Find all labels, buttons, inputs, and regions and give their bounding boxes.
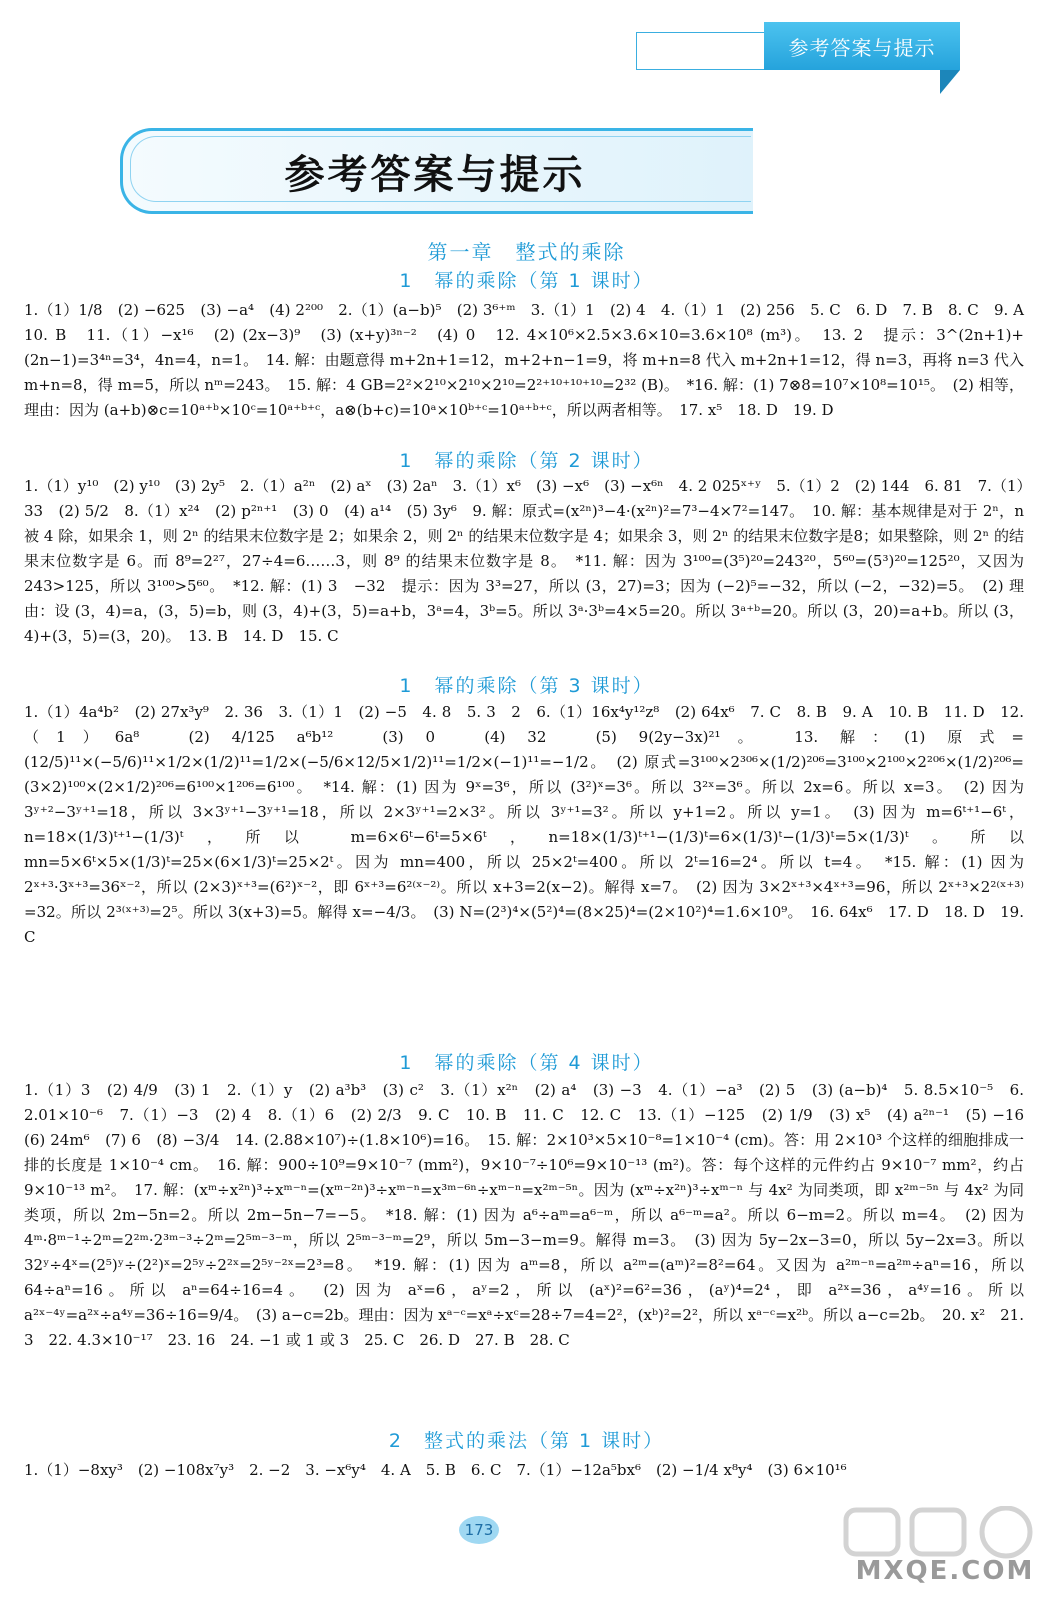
answer-paragraph: 1.（1）y¹⁰ (2) y¹⁰ (3) 2y⁵ 2.（1）a²ⁿ (2) aˣ (3) 2aⁿ 3.（1）x⁶ (3) −x⁶ (3) −x⁶ⁿ 4. 2 025ˣ⁺ʸ 5.（1）2 (2) 144 6. 81 7.（1）33 (2) 5/2 8.（1）x²⁴ (2) p²ⁿ⁺¹ (3) 0 (4) a¹⁴ (5) 3y⁶ 9. 解：原式=(x²ⁿ)³−4·(x²ⁿ)²=7³−4×7²=147。 10. 解：基本规律是对于 2ⁿ，n 被 4 除，如果余 1，则 2ⁿ 的结果末位数字是 2；如果余 2，则 2ⁿ 的结果末位数字是 4；如果余 3，则 2ⁿ 的结果末位数字是8；如果整除，则 2ⁿ 的结果末位数字是 6。而 8⁹=2²⁷，27÷4=6……3，则 8⁹ 的结果末位数字是 8。 *11. 解：因为 3¹⁰⁰=(3⁵)²⁰=243²⁰，5⁶⁰=(5³)²⁰=125²⁰，又因为 243>125，所以 3¹⁰⁰>5⁶⁰。 *12. 解：(1) 3 −32 提示：因为 3³=27，所以 (3，27)=3；因为 (−2)⁵=−32，所以 (−2，−32)=5。 (2) 理由：设 (3，4)=a，(3，5)=b，则 (3，4)+(3，5)=a+b，3ᵃ=4，3ᵇ=5。所以 3ᵃ·3ᵇ=4×5=20。所以 3ᵃ⁺ᵇ=20。所以 (3，20)=a+b。所以 (3，4)+(3，5)=(3，20)。 13. B 14. D 15. C	[24, 477, 1024, 645]
page-number: 173	[459, 1516, 499, 1544]
answer-paragraph: 1.（1）4a⁴b² (2) 27x³y⁹ 2. 36 3.（1）1 (2) −5 4. 8 5. 3 2 6.（1）16x⁴y¹²z⁸ (2) 64x⁶ 7. C 8. B 9. A 10. B 11. D 12.（1）6a⁸ (2) 4/125 a⁶b¹² (3) 0 (4) 32 (5) 9(2y−3x)²¹。 13. 解：(1) 原式=(12/5)¹¹×(−5/6)¹¹×1/2×(1/2)¹¹=1/2×(−5/6×12/5×1/2)¹¹=1/2×(−1)¹¹=−1/2。 (2) 原式=3¹⁰⁰×2³⁰⁶×(1/2)²⁰⁶=3¹⁰⁰×2¹⁰⁰×2²⁰⁶×(1/2)²⁰⁶=(3×2)¹⁰⁰×(2×1/2)²⁰⁶=6¹⁰⁰×1²⁰⁶=6¹⁰⁰。 *14. 解：(1) 因为 9ˣ=3⁶，所以 (3²)ˣ=3⁶。所以 3²ˣ=3⁶。所以 2x=6。所以 x=3。 (2) 因为 3ʸ⁺²−3ʸ⁺¹=18，所以 3×3ʸ⁺¹−3ʸ⁺¹=18，所以 2×3ʸ⁺¹=2×3²。所以 3ʸ⁺¹=3²。所以 y+1=2。所以 y=1。 (3) 因为 m=6ᵗ⁺¹−6ᵗ，n=18×(1/3)ᵗ⁺¹−(1/3)ᵗ，所以 m=6×6ᵗ−6ᵗ=5×6ᵗ，n=18×(1/3)ᵗ⁺¹−(1/3)ᵗ=6×(1/3)ᵗ−(1/3)ᵗ=5×(1/3)ᵗ。所以 mn=5×6ᵗ×5×(1/3)ᵗ=25×(6×1/3)ᵗ=25×2ᵗ。因为 mn=400，所以 25×2ᵗ=400。所以 2ᵗ=16=2⁴。所以 t=4。 *15. 解：(1) 因为 2ˣ⁺³·3ˣ⁺³=36ˣ⁻²，所以 (2×3)ˣ⁺³=(6²)ˣ⁻²，即 6ˣ⁺³=6²⁽ˣ⁻²⁾。所以 x+3=2(x−2)。解得 x=7。 (2) 因为 3×2ˣ⁺³×4ˣ⁺³=96，所以 2ˣ⁺³×2²⁽ˣ⁺³⁾=32。所以 2³⁽ˣ⁺³⁾=2⁵。所以 3(x+3)=5。解得 x=−4/3。 (3) N=(2³)⁴×(5²)⁴=(8×25)⁴=(2×10²)⁴=1.6×10⁹。 16. 64x⁶ 17. D 18. D 19. C	[24, 703, 1024, 946]
section-heading: 2 整式的乘法（第 1 课时）	[388, 1430, 665, 1452]
watermark-text: MXQE.COM	[855, 1556, 1035, 1586]
answer-paragraph: 1.（1）1/8 (2) −625 (3) −a⁴ (4) 2²⁰⁰ 2.（1）(a−b)⁵ (2) 3⁶⁺ᵐ 3.（1）1 (2) 4 4.（1）1 (2) 256 5. C 6. D 7. B 8. C 9. A 10. B 11.（1）−x¹⁶ (2) (2x−3)⁹ (3) (x+y)³ⁿ⁻² (4) 0 12. 4×10⁶×2.5×3.6×10=3.6×10⁸ (m³)。 13. 2 提示：3^(2n+1)+(2n−1)=3⁴ⁿ=3⁴，4n=4，n=1。 14. 解：由题意得 m+2n+1=12，m+2+n−1=9，将 m+n=8 代入 m+2n+1=12，得 n=3，再将 n=3 代入 m+n=8，得 m=5，所以 nᵐ=243。 15. 解：4 GB=2²×2¹⁰×2¹⁰×2¹⁰=2²⁺¹⁰⁺¹⁰⁺¹⁰=2³² (B)。 *16. 解：(1) 7⊗8=10⁷×10⁸=10¹⁵。 (2) 相等，理由：因为 (a+b)⊗c=10ᵃ⁺ᵇ×10ᶜ=10ᵃ⁺ᵇ⁺ᶜ，a⊗(b+c)=10ᵃ×10ᵇ⁺ᶜ=10ᵃ⁺ᵇ⁺ᶜ，所以两者相等。 17. x⁵ 18. D 19. D	[24, 301, 1040, 419]
answer-paragraph: 1.（1）−8xy³ (2) −108x⁷y³ 2. −2 3. −x⁶y⁴ 4. A 5. B 6. C 7.（1）−12a⁵bx⁶ (2) −1/4 x⁸y⁴ (3) 6×10¹⁶	[24, 1461, 847, 1479]
header-tab-label: 参考答案与提示	[764, 22, 960, 70]
answer-paragraph: 1.（1）3 (2) 4/9 (3) 1 2.（1）y (2) a³b³ (3) c² 3.（1）x²ⁿ (2) a⁴ (3) −3 4.（1）−a³ (2) 5 (3) (a−b)⁴ 5. 8.5×10⁻⁵ 6. 2.01×10⁻⁶ 7.（1）−3 (2) 4 8.（1）6 (2) 2/3 9. C 10. B 11. C 12. C 13.（1）−125 (2) 1/9 (3) x⁵ (4) a²ⁿ⁻¹ (5) −16 (6) 24m⁶ (7) 6 (8) −3/4 14. (2.88×10⁷)÷(1.8×10⁶)=16。 15. 解：2×10³×5×10⁻⁸=1×10⁻⁴ (cm)。答：用 2×10³ 个这样的细胞排成一排的长度是 1×10⁻⁴ cm。 16. 解：900÷10⁹=9×10⁻⁷ (mm²)，9×10⁻⁷÷10⁶=9×10⁻¹³ (m²)。答：每个这样的元件约占 9×10⁻⁷ mm²，约占 9×10⁻¹³ m²。 17. 解：(xᵐ÷x²ⁿ)³÷xᵐ⁻ⁿ=(xᵐ⁻²ⁿ)³÷xᵐ⁻ⁿ=x³ᵐ⁻⁶ⁿ÷xᵐ⁻ⁿ=x²ᵐ⁻⁵ⁿ。因为 (xᵐ÷x²ⁿ)³÷xᵐ⁻ⁿ 与 4x² 为同类项，即 x²ᵐ⁻⁵ⁿ 与 4x² 为同类项，所以 2m−5n=2。所以 2m−5n−7=−5。 *18. 解：(1) 因为 a⁶÷aᵐ=a⁶⁻ᵐ，所以 a⁶⁻ᵐ=a²。所以 6−m=2。所以 m=4。 (2) 因为 4ᵐ·8ᵐ⁻¹÷2ᵐ=2²ᵐ·2³ᵐ⁻³÷2ᵐ=2⁵ᵐ⁻³⁻ᵐ，所以 2⁵ᵐ⁻³⁻ᵐ=2⁹，所以 5m−3−m=9。解得 m=3。 (3) 因为 5y−2x−3=0，所以 5y−2x=3。所以 32ʸ÷4ˣ=(2⁵)ʸ÷(2²)ˣ=2⁵ʸ÷2²ˣ=2⁵ʸ⁻²ˣ=2³=8。 *19. 解：(1) 因为 aᵐ=8，所以 a²ᵐ=(aᵐ)²=8²=64。又因为 a²ᵐ⁻ⁿ=a²ᵐ÷aⁿ=16，所以 64÷aⁿ=16。所以 aⁿ=64÷16=4。 (2) 因为 aˣ=6，aʸ=2，所以 (aˣ)²=6²=36，(aʸ)⁴=2⁴，即 a²ˣ=36，a⁴ʸ=16。所以 a²ˣ⁻⁴ʸ=a²ˣ÷a⁴ʸ=36÷16=9/4。 (3) a−c=2b。理由：因为 xᵃ⁻ᶜ=xᵃ÷xᶜ=28÷7=4=2²，(xᵇ)²=2²，所以 xᵃ⁻ᶜ=x²ᵇ。所以 a−c=2b。 20. x² 21. 3 22. 4.3×10⁻¹⁷ 23. 16 24. −1 或 1 或 3 25. C 26. D 27. B 28. C	[24, 1081, 1040, 1349]
header-tab-blank	[636, 32, 765, 70]
header-tab-fold	[940, 70, 960, 94]
section-heading: 1 幂的乘除（第 2 课时）	[399, 450, 654, 472]
chapter-title: 第一章 整式的乘除	[427, 240, 626, 264]
section-heading: 1 幂的乘除（第 1 课时）	[399, 270, 654, 292]
section-heading: 1 幂的乘除（第 4 课时）	[399, 1052, 654, 1074]
page-title: 参考答案与提示	[284, 151, 586, 198]
section-heading: 1 幂的乘除（第 3 课时）	[399, 675, 654, 697]
